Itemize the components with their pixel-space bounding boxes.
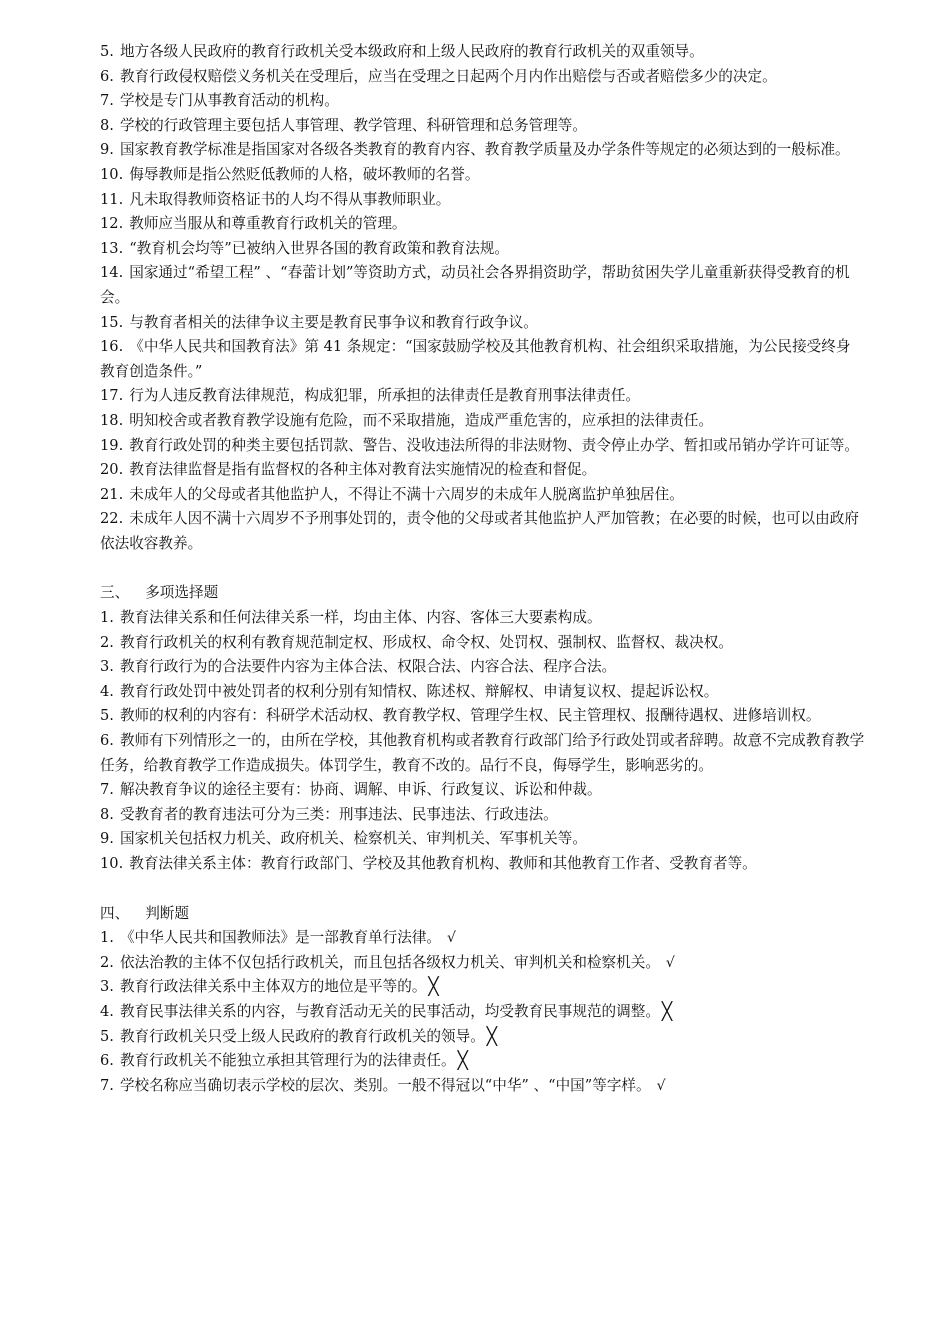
item-number: 11. [100,190,124,208]
item-number: 1. [100,609,114,627]
item-number: 2. [100,953,114,971]
list-item [100,40,865,65]
list-item [100,852,865,877]
list-item [100,335,865,384]
item-text: 依法治教的主体不仅包括行政机关，而且包括各级权力机关、审判机关和检察机关。 [119,953,660,971]
item-number: 9. [100,141,114,159]
item-text: 教育法律监督是指有监督权的各种主体对教育法实施情况的检查和督促。 [129,461,597,479]
list-item [100,1074,865,1099]
item-text: 教育法律关系和任何法律关系一样，均由主体、内容、客体三大要素构成。 [119,609,602,627]
list-item [100,65,865,90]
item-number: 7. [100,1076,114,1094]
list-item [100,631,865,656]
item-text: 解决教育争议的途径主要有：协商、调解、申诉、行政复议、诉讼和仲裁。 [119,781,602,799]
list-item [100,827,865,852]
item-text: 《中华人民共和国教育法》第 41 条规定：“国家鼓励学校及其他教育机构、社会组织采取措施，为公民接受终身教育创造条件。” [100,338,851,380]
cross-mark-icon: ╳ [661,1001,673,1022]
list-item [100,926,865,951]
item-text: 明知校舍或者教育教学设施有危险，而不采取措施，造成严重危害的，应承担的法律责任。 [129,411,713,429]
list-item [100,261,865,310]
item-text: 教育行政行为的合法要件内容为主体合法、权限合法、内容合法、程序合法。 [119,658,617,676]
list-item [100,1000,865,1025]
list-item [100,951,865,976]
item-number: 2. [100,633,114,651]
item-number: 4. [100,682,114,700]
item-text: 国家通过“希望工程” 、“春蕾计划”等资助方式，动员社会各界捐资助学，帮助贫困失学儿童重新获得受教育的机会。 [100,264,850,306]
list-item [100,507,865,556]
item-text: 凡未取得教师资格证书的人均不得从事教师职业。 [129,190,451,208]
item-number: 3. [100,978,114,996]
item-number: 3. [100,658,114,676]
list-item [100,458,865,483]
item-number: 6. [100,1052,114,1070]
item-number: 5. [100,43,114,60]
item-number: 6. [100,67,114,85]
item-text: 与教育者相关的法律争议主要是教育民事争议和教育行政争议。 [129,313,538,331]
item-number: 1. [100,929,114,947]
section-number: 四、 [100,904,130,922]
list-item [100,729,865,778]
section-gap [100,556,865,581]
item-text: 侮辱教师是指公然贬低教师的人格，破坏教师的名誉。 [129,165,480,183]
true-false-list [100,926,865,1098]
item-text: 未成年人的父母或者其他监护人，不得让不满十六周岁的未成年人脱离监护单独居住。 [129,485,684,503]
item-text: 国家机关包括权力机关、政府机关、检察机关、审判机关、军事机关等。 [119,830,587,848]
list-item [100,114,865,139]
list-item [100,311,865,336]
item-text: 教育行政机关只受上级人民政府的教育行政机关的领导。 [119,1027,485,1045]
list-item [100,606,865,631]
section-number: 三、 [100,584,130,602]
section-multiple-choice [100,581,865,876]
item-number: 6. [100,732,114,750]
item-text: 未成年人因不满十六周岁不予刑事处罚的，责令他的父母或者其他监护人严加管教；在必要的时候，也可以由政府依法收容教养。 [100,510,859,552]
list-item [100,409,865,434]
item-text: 教育民事法律关系的内容，与教育活动无关的民事活动，均受教育民事规范的调整。 [119,1002,660,1020]
section-heading [100,902,865,927]
list-item [100,188,865,213]
item-number: 18. [100,411,124,429]
item-text: “教育机会均等”已被纳入世界各国的教育政策和教育法规。 [129,239,509,257]
cross-mark-icon: ╳ [457,1051,468,1072]
item-number: 5. [100,1027,114,1045]
list-item [100,803,865,828]
item-text: 学校名称应当确切表示学校的层次、类别。一般不得冠以“中华” 、“中国”等字样。 [119,1076,651,1094]
list-item [100,212,865,237]
item-text: 教育行政侵权赔偿义务机关在受理后，应当在受理之日起两个月内作出赔偿与否或者赔偿多少的决定。 [119,67,777,85]
item-text: 学校的行政管理主要包括人事管理、教学管理、科研管理和总务管理等。 [119,116,587,134]
item-text: 教育行政处罚的种类主要包括罚款、警告、没收违法所得的非法财物、责令停止办学、暂扣或吊销办学许可证等。 [129,436,859,454]
item-number: 10. [100,165,124,183]
list-item [100,655,865,680]
item-number: 13. [100,239,124,257]
item-number: 4. [100,1002,114,1020]
check-mark-icon: √ [656,1077,666,1094]
item-text: 行为人违反教育法律规范，构成犯罪，所承担的法律责任是教育刑事法律责任。 [129,387,641,405]
list-item [100,138,865,163]
item-number: 5. [100,707,114,725]
section-gap [100,877,865,902]
item-number: 12. [100,215,124,233]
item-text: 教育行政处罚中被处罚者的权利分别有知情权、陈述权、辩解权、申请复议权、提起诉讼权。 [119,682,719,700]
item-text: 《中华人民共和国教师法》是一部教育单行法律。 [119,929,442,947]
item-text: 教师有下列情形之一的，由所在学校，其他教育机构或者教育行政部门给予行政处罚或者辞聘。故意不完成教育教学任务，给教育教学工作造成损失。体罚学生，教育不改的。品行不良，侮辱学生，影响恶劣的。 [100,732,865,774]
item-text: 教师应当服从和尊重教育行政机关的管理。 [129,215,407,233]
item-text: 地方各级人民政府的教育行政机关受本级政府和上级人民政府的教育行政机关的双重领导。 [119,43,704,60]
multiple-choice-list [100,606,865,877]
item-number: 7. [100,781,114,799]
item-number: 22. [100,510,124,528]
list-item [100,975,865,1000]
document-page [100,40,865,1098]
item-number: 7. [100,92,114,110]
item-number: 9. [100,830,114,848]
list-item [100,89,865,114]
list-item [100,1049,865,1074]
item-text: 教育法律关系主体：教育行政部门、学校及其他教育机构、教师和其他教育工作者、受教育者等。 [129,855,757,872]
item-number: 8. [100,116,114,134]
cross-mark-icon: ╳ [486,1026,498,1047]
list-item [100,680,865,705]
section-title: 多项选择题 [145,584,219,602]
true-statements-list [100,40,865,556]
item-number: 8. [100,805,114,823]
list-item [100,163,865,188]
item-number: 15. [100,313,124,331]
list-item [100,704,865,729]
item-text: 国家教育教学标准是指国家对各级各类教育的教育内容、教育教学质量及办学条件等规定的必须达到的一般标准。 [119,141,850,159]
item-text: 教育行政法律关系中主体双方的地位是平等的。 [119,978,427,996]
item-text: 教育行政机关不能独立承担其管理行为的法律责任。 [119,1052,456,1070]
list-item [100,237,865,262]
item-number: 19. [100,436,124,454]
section-title: 判断题 [145,904,189,922]
list-item [100,434,865,459]
list-item [100,778,865,803]
item-number: 17. [100,387,124,405]
item-text: 教师的权利的内容有：科研学术活动权、教育教学权、管理学生权、民主管理权、报酬待遇权、进修培训权。 [119,707,821,725]
list-item [100,1025,865,1050]
item-number: 21. [100,485,124,503]
cross-mark-icon: ╳ [428,977,439,998]
item-number: 16. [100,338,124,356]
item-text: 教育行政机关的权利有教育规范制定权、形成权、命令权、处罚权、强制权、监督权、裁决权。 [119,633,733,651]
list-item [100,483,865,508]
item-text: 受教育者的教育违法可分为三类：刑事违法、民事违法、行政违法。 [119,805,558,823]
check-mark-icon: √ [665,954,675,971]
item-number: 20. [100,461,124,479]
section-heading [100,581,865,606]
list-item [100,384,865,409]
item-number: 10. [100,855,124,872]
check-mark-icon: √ [447,930,456,947]
item-text: 学校是专门从事教育活动的机构。 [119,92,339,110]
item-number: 14. [100,264,124,282]
section-true-false [100,902,865,1099]
